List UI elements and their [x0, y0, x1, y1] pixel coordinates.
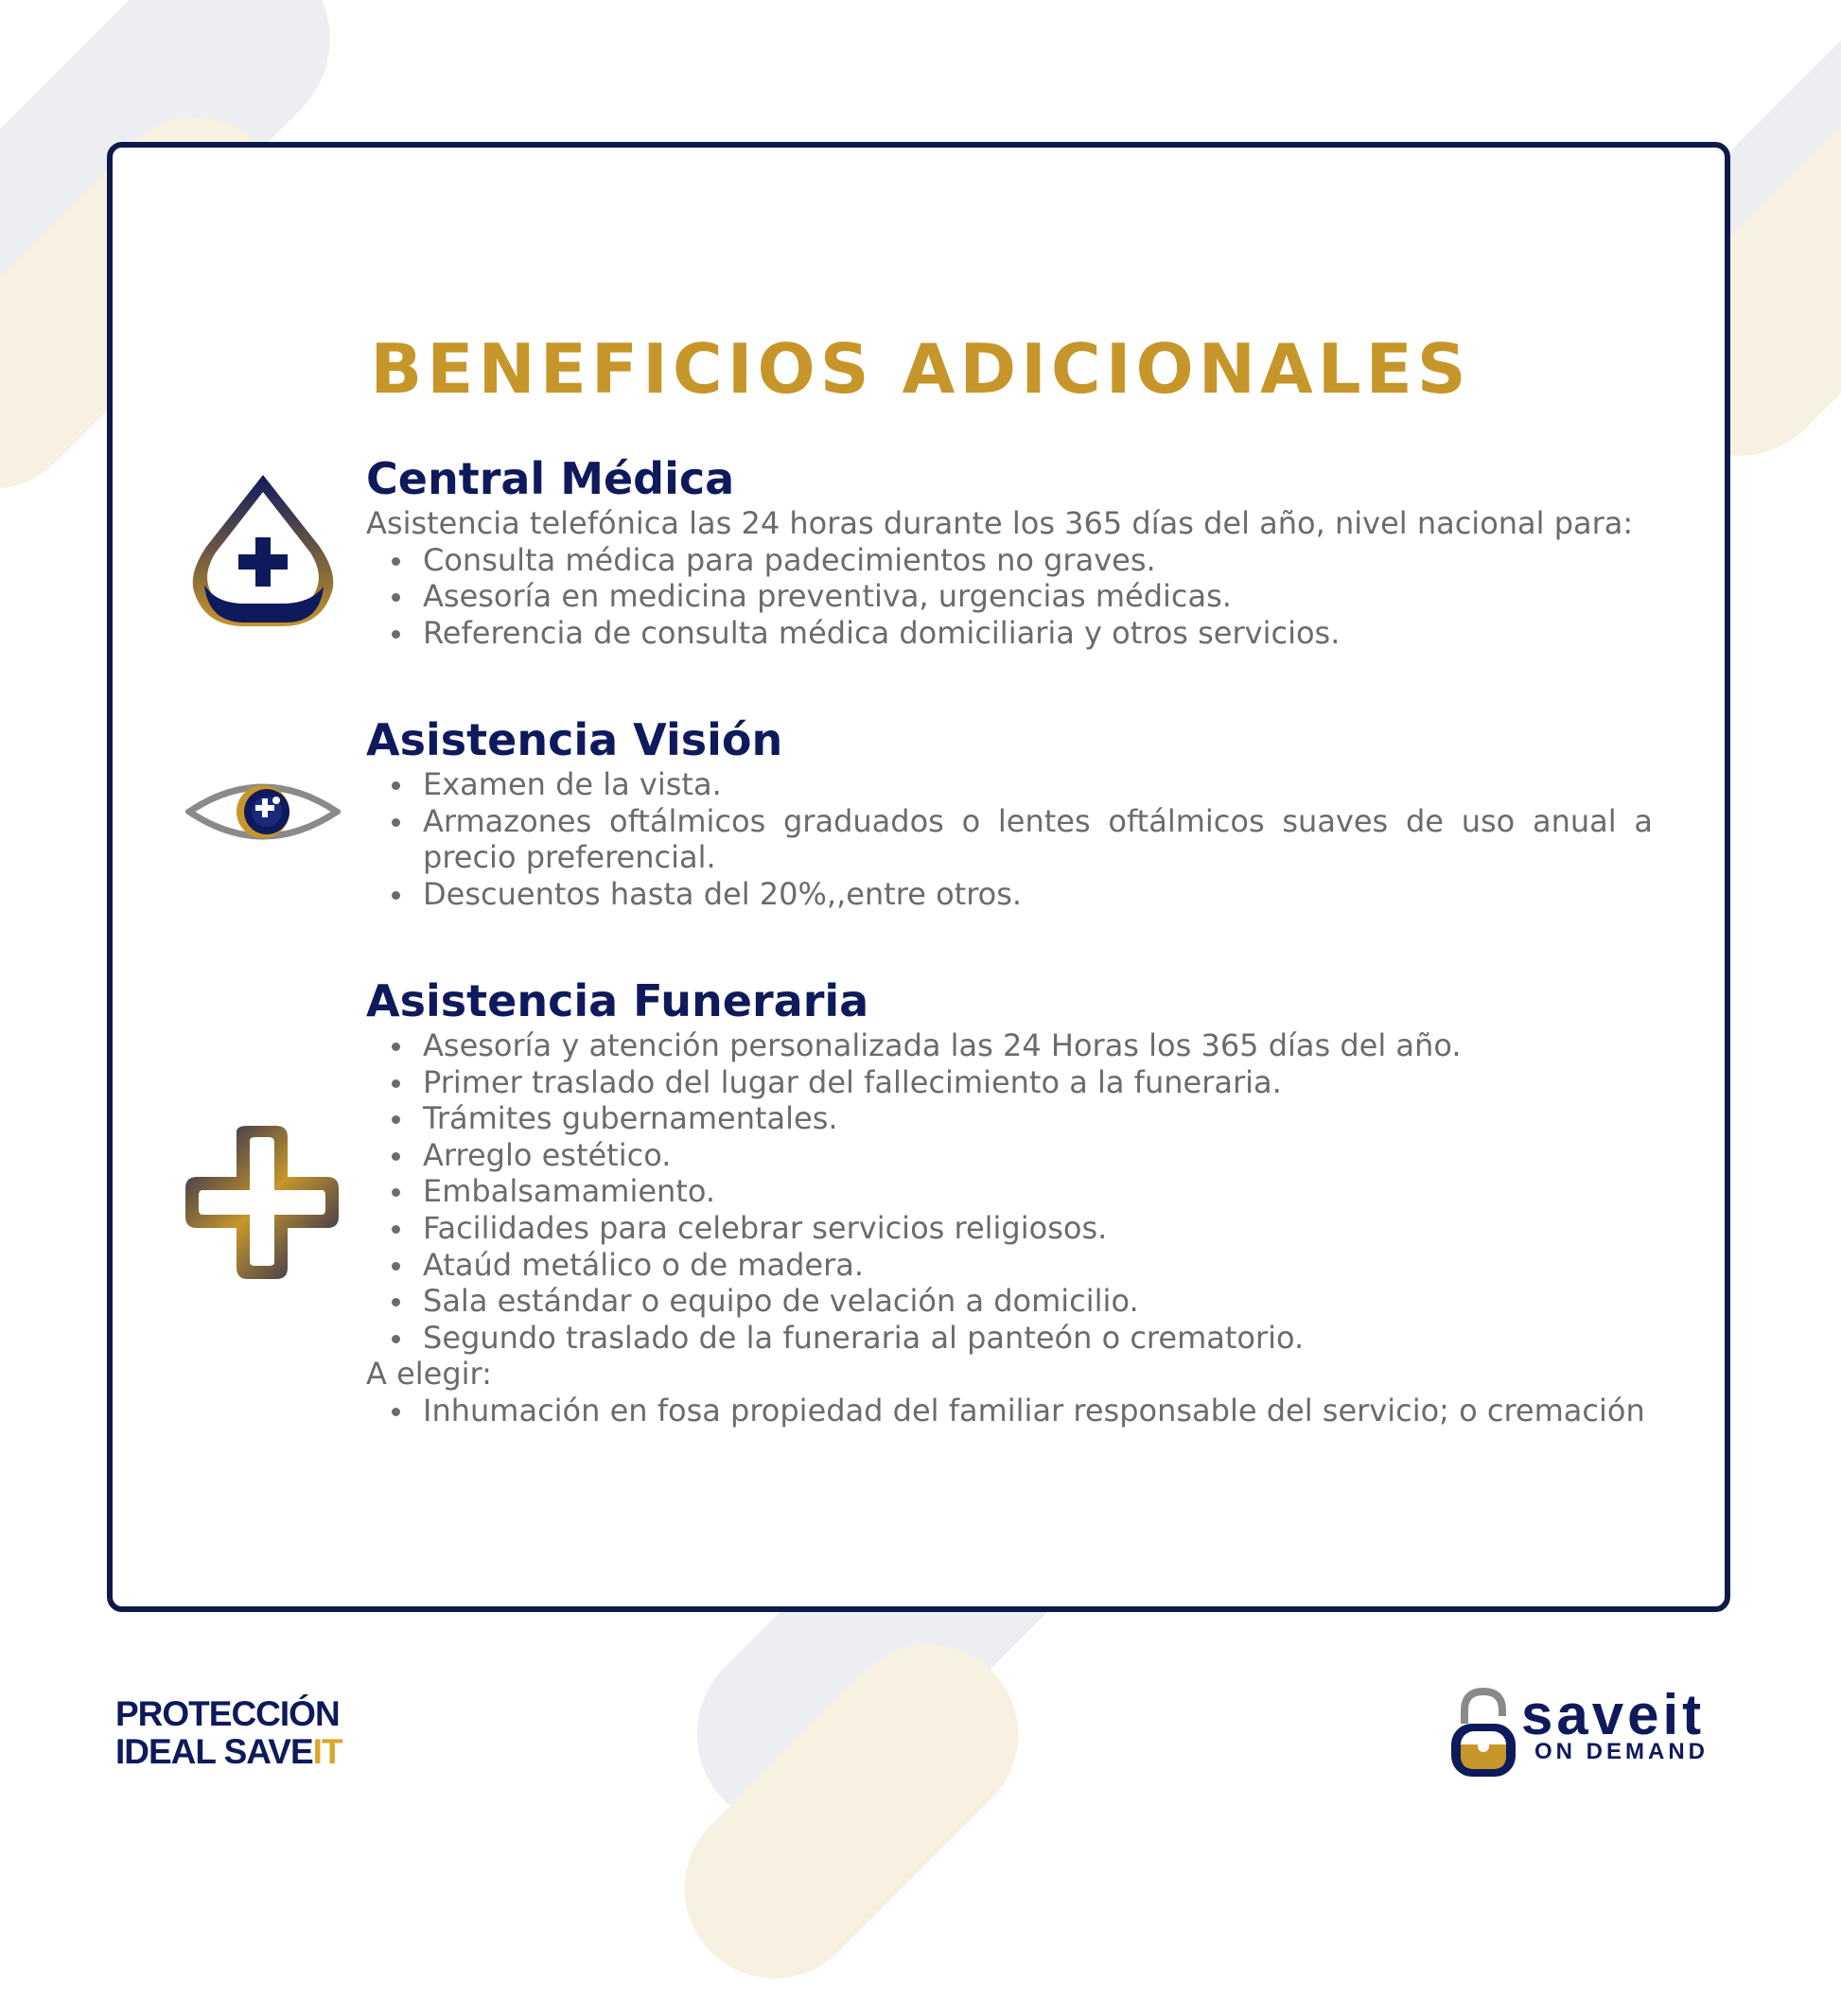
- list-item: Sala estándar o equipo de velación a domicilio.: [366, 1283, 1691, 1320]
- medical-drop-icon: [187, 471, 339, 636]
- list-item: Inhumación en fosa propiedad del familiar responsable del servicio; o cremación: [366, 1393, 1691, 1429]
- list-item: Asesoría y atención personalizada las 24 Horas los 365 días del año.: [366, 1027, 1691, 1064]
- section-heading: Asistencia Funeraria: [366, 975, 869, 1026]
- logo-subtitle: ON DEMAND: [1534, 1739, 1709, 1764]
- section-asistencia-vision: [366, 713, 1691, 912]
- brand-line-1: PROTECCIÓN: [115, 1694, 340, 1733]
- benefit-list: [366, 766, 1691, 912]
- list-item: Armazones oftálmicos graduados o lentes oftálmicos suaves de uso anual a precio preferencial.: [366, 803, 1653, 876]
- list-item: Facilidades para celebrar servicios religiosos.: [366, 1210, 1691, 1247]
- section-heading: Asistencia Visión: [366, 714, 783, 765]
- list-item: Descuentos hasta del 20%,,entre otros.: [366, 876, 1691, 913]
- section-central-medica: [366, 452, 1691, 651]
- eye-icon: [185, 778, 341, 850]
- section-intro: Asistencia telefónica las 24 horas durante los 365 días del año, nivel nacional para:: [366, 505, 1634, 541]
- saveit-logo: [1447, 1683, 1731, 1780]
- logo-wordmark: saveit: [1521, 1683, 1706, 1746]
- list-item: Examen de la vista.: [366, 766, 1691, 803]
- page-title: BENEFICIOS ADICIONALES: [370, 329, 1471, 409]
- choice-label: A elegir:: [366, 1356, 492, 1393]
- section-asistencia-funeraria: [366, 974, 1691, 1429]
- list-item: Consulta médica para padecimientos no graves.: [366, 542, 1691, 579]
- benefit-list: [366, 542, 1691, 652]
- section-heading: Central Médica: [366, 453, 735, 504]
- list-item: Trámites gubernamentales.: [366, 1100, 1691, 1137]
- list-item: Primer traslado del lugar del fallecimiento a la funeraria.: [366, 1064, 1691, 1101]
- brand-line-2-accent: IT: [312, 1732, 342, 1771]
- choice-list: [366, 1393, 1691, 1429]
- benefit-list: [366, 1027, 1691, 1356]
- cross-icon: [184, 1124, 341, 1285]
- brand-line-2: IDEAL SAVE: [115, 1732, 313, 1771]
- list-item: Arreglo estético.: [366, 1137, 1691, 1174]
- list-item: Segundo traslado de la funeraria al panteón o crematorio.: [366, 1320, 1691, 1357]
- list-item: Asesoría en medicina preventiva, urgencias médicas.: [366, 578, 1691, 615]
- list-item: Ataúd metálico o de madera.: [366, 1247, 1691, 1284]
- brand-tagline: [115, 1695, 342, 1771]
- list-item: Embalsamamiento.: [366, 1173, 1691, 1210]
- list-item: Referencia de consulta médica domiciliaria y otros servicios.: [366, 615, 1691, 652]
- padlock-icon: [1447, 1686, 1519, 1780]
